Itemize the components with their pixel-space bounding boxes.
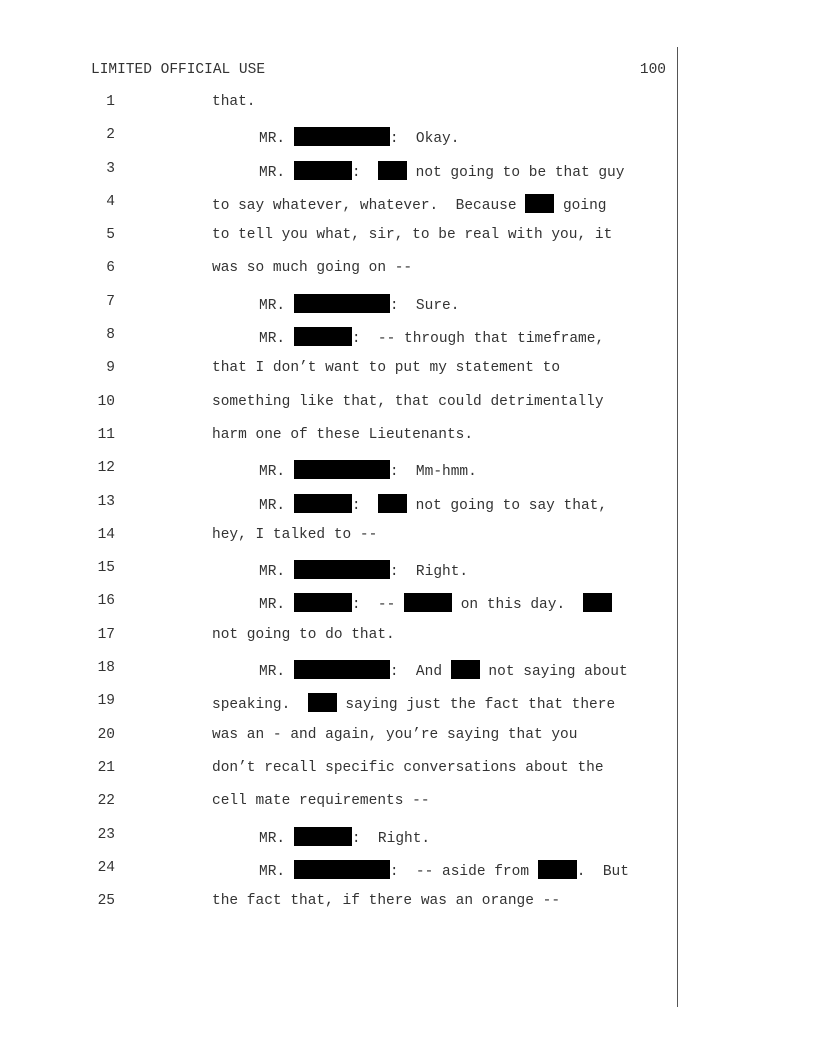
text-segment: MR. [259,564,294,581]
line-text [212,727,577,743]
transcript-line [0,494,816,527]
text-segment: going [554,197,607,214]
transcript-line [0,693,816,726]
text-segment: don’t recall specific conversations about the [212,759,604,776]
transcript-line [0,127,816,160]
line-number: 23 [97,826,115,843]
transcript-line [0,527,816,560]
line-number: 17 [97,626,115,643]
text-segment: MR. [259,664,294,681]
redaction-box [294,593,352,612]
text-segment: MR. [259,464,294,481]
text-segment: hey, I talked to -- [212,526,378,543]
line-number: 11 [97,426,115,443]
line-number: 8 [106,327,115,344]
line-number: 6 [106,260,115,277]
text-segment: : And [389,664,451,681]
redaction-box [294,860,390,879]
text-segment: cell mate requirements -- [212,793,430,810]
transcript-line [0,260,816,293]
transcript-line [0,94,816,127]
line-number: 4 [106,193,115,210]
line-number: 10 [97,393,115,410]
text-segment: saying just the fact that there [336,697,616,714]
transcript-line [0,860,816,893]
text-segment: MR. [259,497,294,514]
text-segment: to say whatever, whatever. Because [212,197,526,214]
line-number: 14 [97,526,115,543]
redaction-box [404,593,452,612]
line-text [259,593,612,613]
text-segment: was an - and again, you’re saying that you [212,726,578,743]
line-number: 19 [97,693,115,710]
redaction-box [294,660,390,679]
line-text [259,860,629,880]
text-segment: MR. [259,131,294,148]
redaction-box [294,827,352,846]
text-segment: speaking. [212,697,308,714]
line-text [212,793,430,809]
line-text [212,260,412,276]
transcript-line [0,227,816,260]
line-text [259,494,607,514]
redaction-box [525,194,554,213]
line-text [212,693,615,713]
page-number: 100 [639,62,666,78]
text-segment: . But [576,863,629,880]
transcript-line [0,627,816,660]
text-segment: not going to be that guy [406,164,625,181]
line-text [212,394,604,410]
transcript-line [0,194,816,227]
line-number: 13 [97,493,115,510]
line-number: 12 [97,460,115,477]
line-text [259,660,628,680]
text-segment: not saying about [479,664,628,681]
line-text [212,194,606,214]
line-text [259,294,459,314]
text-segment: harm one of these Lieutenants. [212,426,474,443]
line-number: 24 [97,859,115,876]
redaction-box [308,693,337,712]
transcript-line [0,427,816,460]
text-segment: MR. [259,164,294,181]
line-number: 1 [106,94,115,110]
line-text [259,827,430,847]
text-segment: MR. [259,830,294,847]
transcript-line [0,727,816,760]
text-segment: was so much going on -- [212,260,413,277]
text-segment: : -- aside from [389,863,538,880]
text-segment: not going to say that, [406,497,608,514]
line-number: 20 [97,726,115,743]
line-text [212,227,612,243]
line-text [259,161,624,181]
transcript-line [0,460,816,493]
redaction-box [538,860,577,879]
line-number: 5 [106,227,115,244]
line-number: 16 [97,593,115,610]
text-segment: on this day. [452,597,583,614]
redaction-box [294,327,352,346]
transcript-line [0,161,816,194]
transcript-line [0,893,816,926]
text-segment: : [351,164,378,181]
text-segment: : Right. [351,830,431,847]
transcript-lines [0,94,816,926]
classification-header: LIMITED OFFICIAL USE [91,62,266,78]
text-segment: : Right. [389,564,469,581]
transcript-line [0,327,816,360]
text-segment: MR. [259,297,294,314]
redaction-box [294,161,352,180]
transcript-line [0,660,816,693]
redaction-box [294,460,390,479]
line-text [212,94,256,110]
text-segment: MR. [259,597,294,614]
line-number: 21 [97,759,115,776]
transcript-line [0,793,816,826]
text-segment: MR. [259,331,294,348]
redaction-box [378,494,407,513]
line-number: 9 [106,360,115,377]
line-text [212,627,395,643]
line-number: 22 [97,793,115,810]
text-segment: to tell you what, sir, to be real with you, it [212,227,613,244]
transcript-line [0,394,816,427]
transcript-line [0,560,816,593]
text-segment: that I don’t want to put my statement to [212,360,561,377]
text-segment: the fact that, if there was an orange -- [212,893,561,910]
line-text [212,360,560,376]
transcript-line [0,760,816,793]
line-text [212,427,473,443]
transcript-line [0,593,816,626]
text-segment: : Okay. [389,131,460,148]
redaction-box [294,294,390,313]
line-number: 25 [97,893,115,910]
text-segment: something like that, that could detrimentally [212,393,604,410]
line-number: 18 [97,660,115,677]
redaction-box [583,593,612,612]
redaction-box [294,494,352,513]
text-segment: : -- through that timeframe, [351,331,605,348]
line-number: 7 [106,293,115,310]
redaction-box [294,127,390,146]
transcript-line [0,360,816,393]
line-text [259,127,459,147]
line-text [212,760,604,776]
redaction-box [378,161,407,180]
redaction-box [451,660,480,679]
line-text [259,327,604,347]
redaction-box [294,560,390,579]
line-number: 15 [97,560,115,577]
text-segment: that. [212,94,256,110]
text-segment: : Sure. [389,297,460,314]
line-text [259,560,468,580]
text-segment: not going to do that. [212,626,395,643]
line-number: 3 [106,160,115,177]
transcript-line [0,827,816,860]
text-segment: : [351,497,378,514]
line-text [212,893,560,909]
line-number: 2 [106,127,115,144]
line-text [259,460,477,480]
line-text [212,527,377,543]
transcript-line [0,294,816,327]
text-segment: : Mm-hmm. [389,464,477,481]
text-segment: : -- [351,597,405,614]
text-segment: MR. [259,863,294,880]
